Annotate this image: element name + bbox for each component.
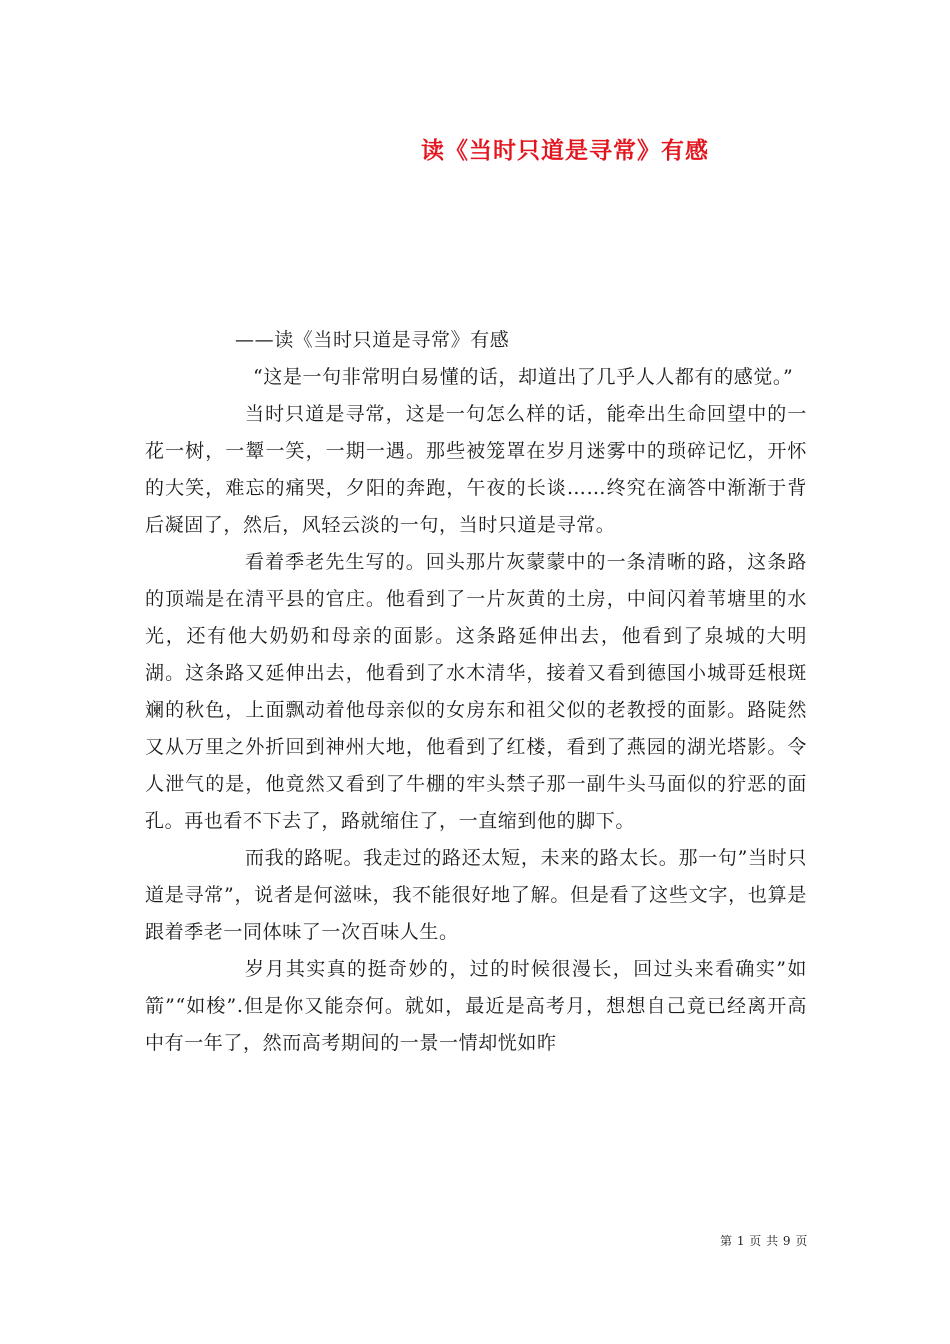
paragraph: 当时只道是寻常，这是一句怎么样的话，能牵出生命回望中的一花一树，一颦一笑，一期一遇。那些被笼罩在岁月迷雾中的琐碎记忆，开怀的大笑，难忘的痛哭，夕阳的奔跑，午夜的长谈……终究在滴答中渐渐于背后凝固了，然后，风轻云淡的一句，当时只道是寻常。 (145, 403, 807, 536)
paragraph-quote: “这是一句非常明白易懂的话，却道出了几乎人人都有的感觉。” (253, 366, 794, 388)
document-body (145, 322, 807, 1062)
paragraph: 岁月其实真的挺奇妙的，过的时候很漫长，回过头来看确实”如箭”“如梭”.但是你又能奈何。就如，最近是高考月，想想自己竟已经离开高中有一年了，然而高考期间的一景一情却恍如昨 (145, 958, 807, 1054)
page-footer: 第 1 页 共 9 页 (720, 1234, 808, 1248)
paragraph: 而我的路呢。我走过的路还太短，未来的路太长。那一句”当时只道是寻常”，说者是何滋味，我不能很好地了解。但是看了这些文字，也算是跟着季老一同体味了一次百味人生。 (145, 847, 807, 943)
document-subtitle: ——读《当时只道是寻常》有感 (235, 329, 510, 351)
document-title: 读《当时只道是寻常》有感 (421, 137, 709, 164)
paragraph: 看着季老先生写的。回头那片灰蒙蒙中的一条清晰的路，这条路的顶端是在清平县的官庄。他看到了一片灰黄的土房，中间闪着苇塘里的水光，还有他大奶奶和母亲的面影。这条路延伸出去，他看到了泉城的大明湖。这条路又延伸出去，他看到了水木清华，接着又看到德国小城哥廷根斑斓的秋色，上面飘动着他母亲似的女房东和祖父似的老教授的面影。路陡然又从万里之外折回到神州大地，他看到了红楼，看到了燕园的湖光塔影。令人泄气的是，他竟然又看到了牛棚的牢头禁子那一副牛头马面似的狞恶的面孔。再也看不下去了，路就缩住了，一直缩到他的脚下。 (145, 551, 807, 832)
